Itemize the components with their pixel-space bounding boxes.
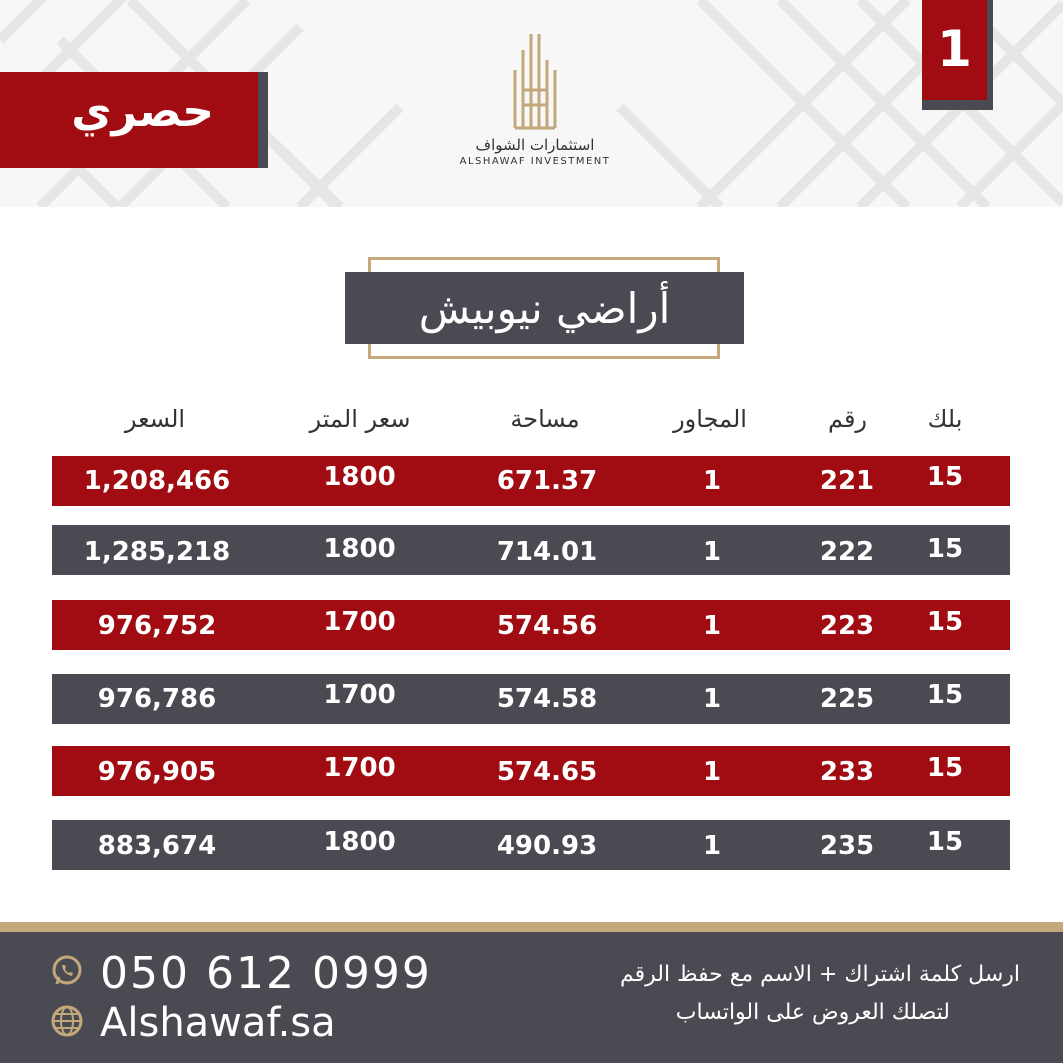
cell-number: 225 (819, 684, 875, 714)
cell-area: 671.37 (496, 466, 598, 496)
subscribe-message-line1: ارسل كلمة اشتراك + الاسم مع حفظ الرقم (619, 962, 1020, 987)
number-tab-label: 1 (937, 20, 972, 78)
phone-number[interactable]: 050 612 0999 (100, 948, 432, 999)
whatsapp-icon (50, 954, 84, 988)
cell-neighbor: 1 (702, 684, 722, 714)
cell-price: 883,674 (97, 831, 217, 861)
cell-neighbor: 1 (702, 611, 722, 641)
header-block: بلك (927, 405, 963, 433)
cell-area: 574.56 (496, 611, 598, 641)
cell-area: 574.58 (496, 684, 598, 714)
footer-gold-line (0, 922, 1063, 932)
table-row (52, 746, 1010, 796)
cell-number: 222 (819, 537, 875, 567)
cell-neighbor: 1 (702, 537, 722, 567)
cell-neighbor: 1 (702, 831, 722, 861)
cell-meter-price: 1700 (323, 753, 396, 783)
cell-area: 574.65 (496, 757, 598, 787)
header-neighbor: المجاور (673, 405, 747, 433)
page-title: أراضي نيوبيش (418, 284, 671, 333)
cell-meter-price: 1800 (323, 462, 396, 492)
cell-neighbor: 1 (702, 757, 722, 787)
cell-neighbor: 1 (702, 466, 722, 496)
tower-logo-icon (455, 30, 615, 135)
cell-price: 976,752 (97, 611, 217, 641)
cell-price: 976,905 (97, 757, 217, 787)
company-logo (455, 30, 615, 180)
number-tab (922, 0, 987, 100)
cell-meter-price: 1700 (323, 680, 396, 710)
subscribe-message-line2: لتصلك العروض على الواتساب (675, 1000, 950, 1025)
table-row (52, 600, 1010, 650)
globe-icon (50, 1004, 84, 1038)
cell-block: 15 (926, 827, 964, 857)
logo-english-name: ALSHAWAF INVESTMENT (459, 156, 611, 167)
cell-block: 15 (926, 534, 964, 564)
cell-number: 223 (819, 611, 875, 641)
title-box (345, 272, 744, 344)
cell-price: 1,285,218 (83, 537, 231, 567)
cell-block: 15 (926, 753, 964, 783)
cell-block: 15 (926, 680, 964, 710)
table-row (52, 525, 1010, 575)
cell-number: 233 (819, 757, 875, 787)
cell-price: 1,208,466 (83, 466, 231, 496)
cell-area: 714.01 (496, 537, 598, 567)
table-row (52, 456, 1010, 506)
cell-meter-price: 1800 (323, 827, 396, 857)
cell-area: 490.93 (496, 831, 598, 861)
cell-number: 235 (819, 831, 875, 861)
header-price: السعر (124, 405, 186, 433)
cell-number: 221 (819, 466, 875, 496)
header-number: رقم (827, 405, 868, 433)
cell-meter-price: 1800 (323, 534, 396, 564)
website-link[interactable]: Alshawaf.sa (100, 1000, 336, 1046)
header-meter-price: سعر المتر (309, 405, 411, 433)
exclusive-badge (0, 72, 258, 168)
header-area: مساحة (510, 405, 580, 433)
cell-price: 976,786 (97, 684, 217, 714)
exclusive-label: حصري (71, 86, 214, 137)
cell-block: 15 (926, 462, 964, 492)
table-row (52, 674, 1010, 724)
table-row (52, 820, 1010, 870)
logo-arabic-name: استثمارات الشواف (475, 136, 595, 154)
cell-block: 15 (926, 607, 964, 637)
cell-meter-price: 1700 (323, 607, 396, 637)
